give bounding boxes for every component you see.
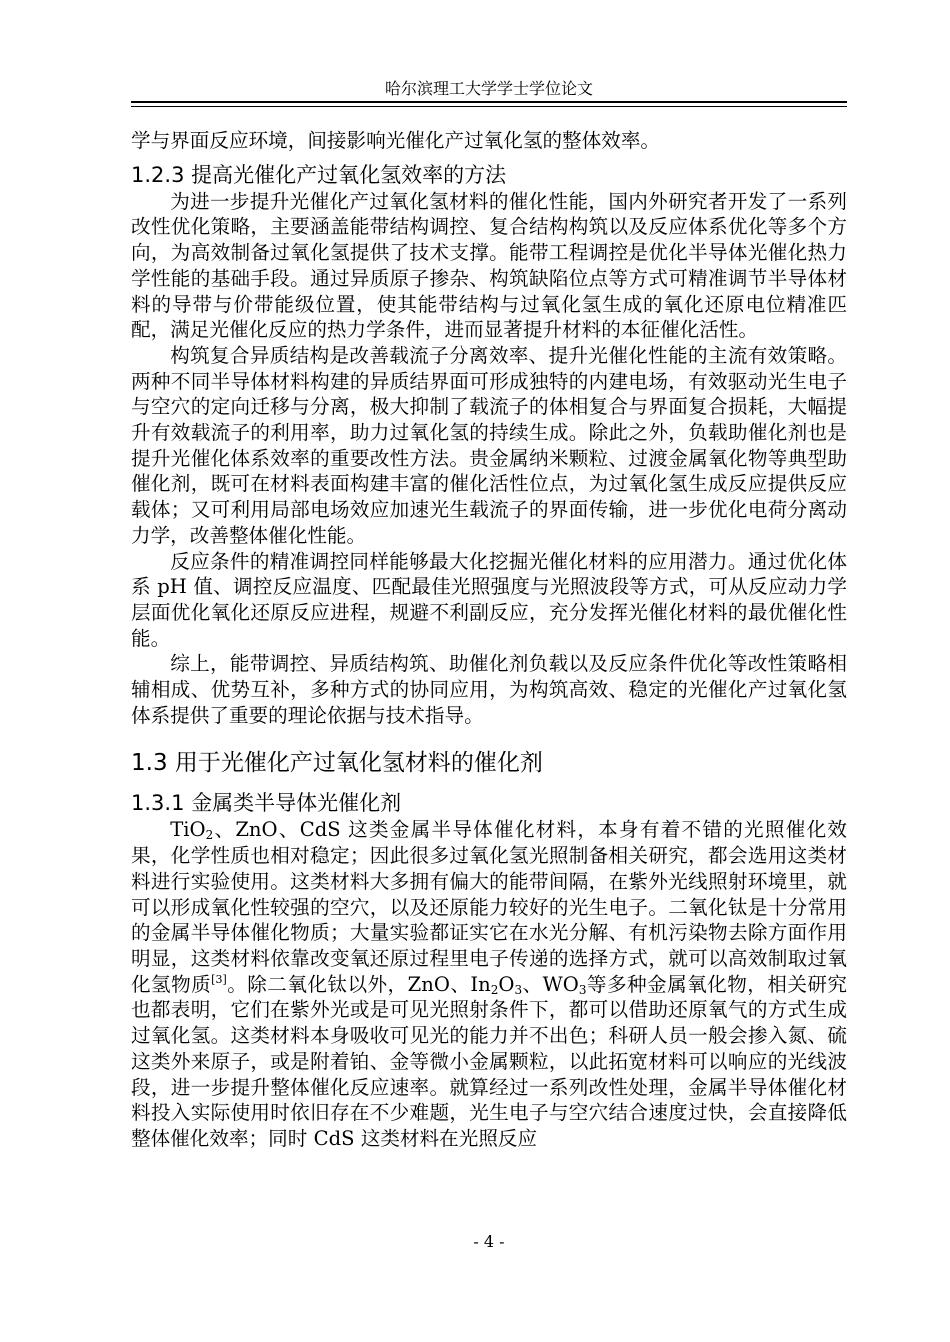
- text-run: 、WO: [522, 972, 579, 996]
- subscript: 2: [490, 982, 499, 997]
- section-heading-1-3-1: 1.3.1 金属类半导体光催化剂: [131, 791, 402, 816]
- citation-ref: [3]: [211, 972, 227, 986]
- section-heading-1-3: 1.3 用于光催化产过氧化氢材料的催化剂: [131, 750, 543, 777]
- text-run: TiO: [170, 818, 206, 842]
- page-number: - 4 -: [473, 1232, 505, 1251]
- section-heading-1-2-3: 1.2.3 提高光催化产过氧化氢效率的方法: [131, 162, 507, 187]
- page-body: [131, 128, 847, 1152]
- subscript: 3: [578, 982, 587, 997]
- paragraph-summary: 综上，能带调控、异质结构筑、助催化剂负载以及反应条件优化等改性策略相辅相成、优势互补，多种方式的协同应用，为构筑高效、稳定的光催化产过氧化氢体系提供了重要的理论依据与技术指导。: [131, 652, 847, 727]
- paragraph-metal-semiconductors: [131, 817, 847, 1151]
- header-rule-thin: [131, 106, 847, 107]
- subscript: 3: [514, 982, 523, 997]
- text-run: 等多种金属氧化物，相关研究也都表明，它们在紫外光或是可见光照射条件下，都可以借助还原氧气的方式生成过氧化氢。这类材料本身吸收可见光的能力并不出色；科研人员一般会掺入氮、硫这类外来原子，或是附着铂、金等微小金属颗粒，以此拓宽材料可以响应的光线波段，进一步提升整体催化反应速率。就算经过一系列改性处理，金属半导体催化材料投入实际使用时依旧存在不少难题，光生电子与空穴结合速度过快，会直接降低整体催化效率；同时 CdS 这类材料在光照反应: [131, 972, 848, 1150]
- subscript: 2: [205, 828, 214, 843]
- text-run: 、ZnO、CdS 这类金属半导体催化材料，本身有着不错的光照催化效果，化学性质也相对稳定；因此很多过氧化氢光照制备相关研究，都会选用这类材料进行实验使用。这类材料大多拥有偏大的能带间隔，在紫外光线照射环境里，就可以形成氧化性较强的空穴，以及还原能力较好的光生电子。二氧化钛是十分常用的金属半导体催化物质；大量实验都证实它在水光分解、有机污染物去除方面作用明显，这类材料依靠改变氧还原过程里电子传递的选择方式，就可以高效制取过氧化氢物质: [131, 818, 847, 996]
- running-header: 哈尔滨理工大学学士学位论文: [384, 79, 593, 98]
- paragraph-reaction-conditions: 反应条件的精准调控同样能够最大化挖掘光催化材料的应用潜力。通过优化体系 pH 值、调控反应温度、匹配最佳光照强度与光照波段等方式，可从反应动力学层面优化氧化还原反应进程，规避不利副反应，充分发挥光催化材料的最优催化性能。: [131, 549, 847, 650]
- paragraph-band-engineering: 为进一步提升光催化产过氧化氢材料的催化性能，国内外研究者开发了一系列改性优化策略，主要涵盖能带结构调控、复合结构构筑以及反应体系优化等多个方向，为高效制备过氧化氢提供了技术支撑。能带工程调控是优化半导体光催化热力学性能的基础手段。通过异质原子掺杂、构筑缺陷位点等方式可精准调节半导体材料的导带与价带能级位置，使其能带结构与过氧化氢生成的氧化还原电位精准匹配，满足光催化反应的热力学条件，进而显著提升材料的本征催化活性。: [131, 189, 847, 342]
- paragraph-continued: 学与界面反应环境，间接影响光催化产过氧化氢的整体效率。: [131, 129, 661, 152]
- text-run: 。除二氧化钛以外，ZnO、In: [226, 972, 491, 996]
- text-run: O: [498, 972, 515, 996]
- header-rule-thick: [131, 101, 847, 103]
- paragraph-heterostructure: 构筑复合异质结构是改善载流子分离效率、提升光催化性能的主流有效策略。两种不同半导体材料构建的异质结界面可形成独特的内建电场，有效驱动光生电子与空穴的定向迁移与分离，极大抑制了载流子的体相复合与界面复合损耗，大幅提升有效载流子的利用率，助力过氧化氢的持续生成。除此之外，负载助催化剂也是提升光催化体系效率的重要改性方法。贵金属纳米颗粒、过渡金属氧化物等典型助催化剂，既可在材料表面构建丰富的催化活性位点，为过氧化氢生成反应提供反应载体；又可利用局部电场效应加速光生载流子的界面传输，进一步优化电荷分离动力学，改善整体催化性能。: [131, 343, 847, 547]
